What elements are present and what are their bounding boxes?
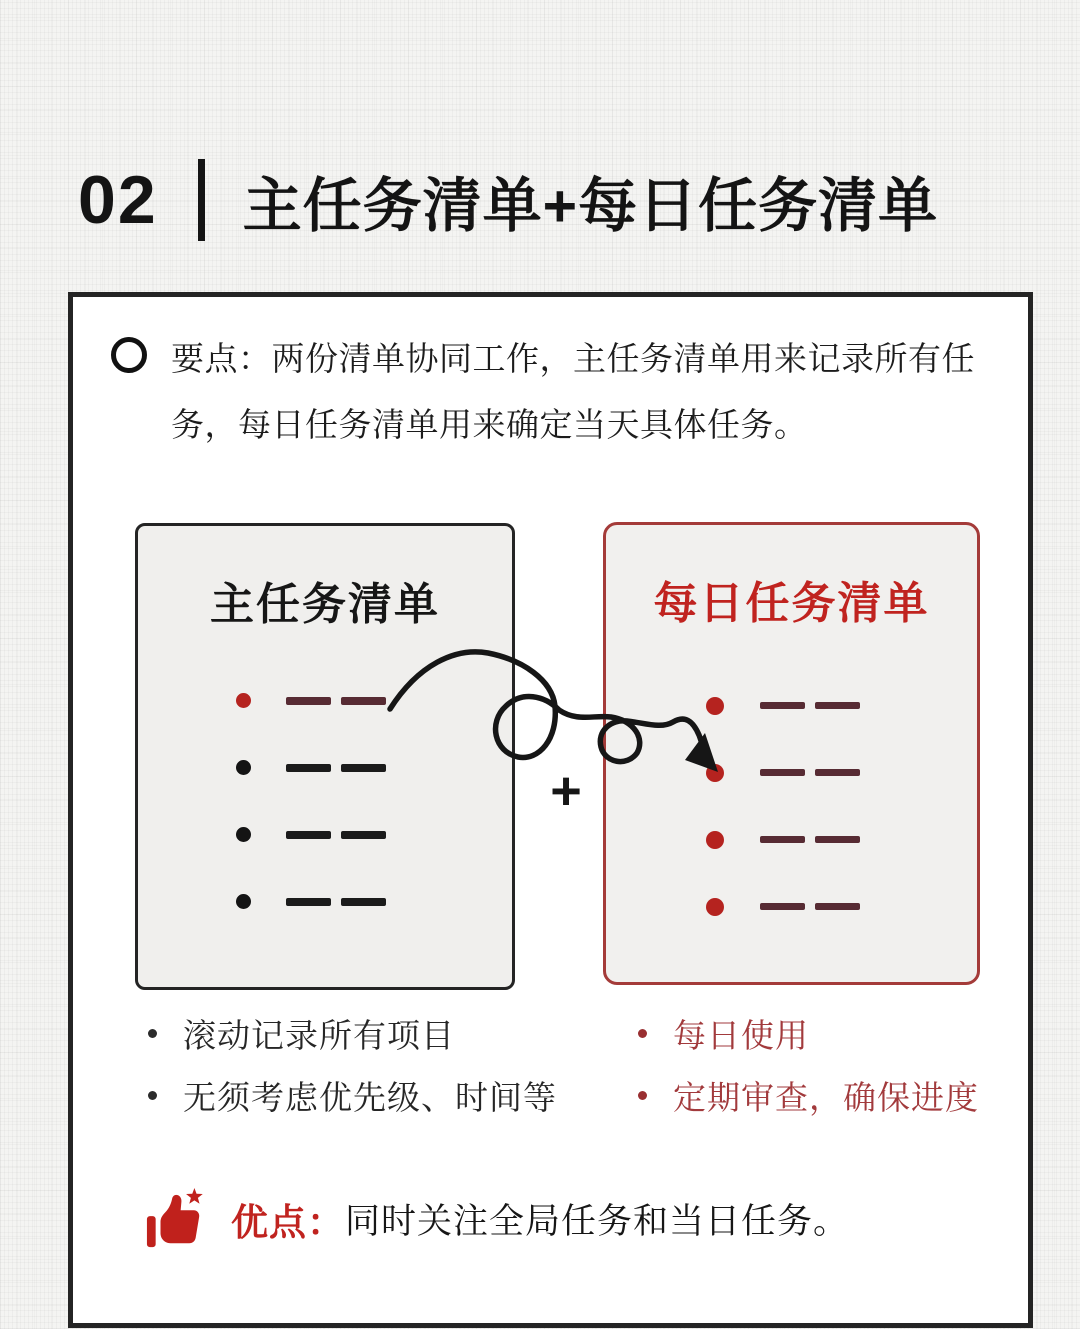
dash-line [341, 898, 386, 906]
daily-notes-list [638, 1013, 979, 1115]
section-number: 02 [78, 162, 158, 238]
dash-line [815, 769, 860, 776]
plus-sign: + [550, 761, 582, 821]
note-text: 定期审查，确保进度 [673, 1078, 979, 1116]
curly-arrow-icon [373, 627, 733, 787]
key-point-line2: 务，每日任务清单用来确定当天具体任务。 [171, 406, 808, 443]
list-item-placeholder [606, 873, 977, 940]
title-divider-bar [198, 159, 205, 241]
master-box-title: 主任务清单 [210, 580, 440, 629]
dash-line [341, 831, 386, 839]
circle-outline-icon [111, 337, 147, 373]
list-item-placeholder [138, 801, 512, 868]
list-item-placeholder [138, 868, 512, 935]
dash-line [286, 697, 331, 705]
note-item [148, 1075, 557, 1115]
note-item [148, 1013, 557, 1053]
bullet-icon [236, 693, 251, 708]
bullet-icon [236, 894, 251, 909]
dash-line [286, 764, 331, 772]
note-text: 无须考虑优先级、时间等 [183, 1078, 557, 1116]
note-text: 每日使用 [673, 1016, 809, 1054]
dash-line [286, 831, 331, 839]
list-item-placeholder [606, 806, 977, 873]
key-point-line1: 要点：两份清单协同工作，主任务清单用来记录所有任 [171, 340, 975, 377]
dash-line [286, 898, 331, 906]
bullet-icon [706, 831, 724, 849]
page-header [78, 150, 938, 250]
page-title: 主任务清单+每日任务清单 [242, 172, 939, 239]
bullet-icon [236, 827, 251, 842]
dash-line [760, 769, 805, 776]
thumbs-up-star-icon [145, 1185, 207, 1253]
dash-line [760, 903, 805, 910]
dash-line [815, 903, 860, 910]
bullet-icon [236, 760, 251, 775]
bullet-icon [148, 1091, 157, 1100]
bullet-icon [638, 1091, 647, 1100]
advantage-text: 同时关注全局任务和当日任务。 [345, 1202, 850, 1241]
master-notes-list [148, 1013, 557, 1115]
dash-line [760, 836, 805, 843]
note-item [638, 1075, 979, 1115]
dash-line [815, 836, 860, 843]
dash-line [815, 702, 860, 709]
bullet-icon [148, 1029, 157, 1038]
key-point-text [171, 326, 1051, 458]
bullet-icon [706, 898, 724, 916]
bullet-icon [638, 1029, 647, 1038]
advantage-label: 优点： [231, 1202, 345, 1243]
dash-line [760, 702, 805, 709]
daily-box-title: 每日任务清单 [653, 579, 930, 628]
advantage-row [145, 1185, 849, 1253]
note-item [638, 1013, 979, 1053]
content-card [68, 292, 1033, 1328]
note-text: 滚动记录所有项目 [183, 1016, 455, 1054]
